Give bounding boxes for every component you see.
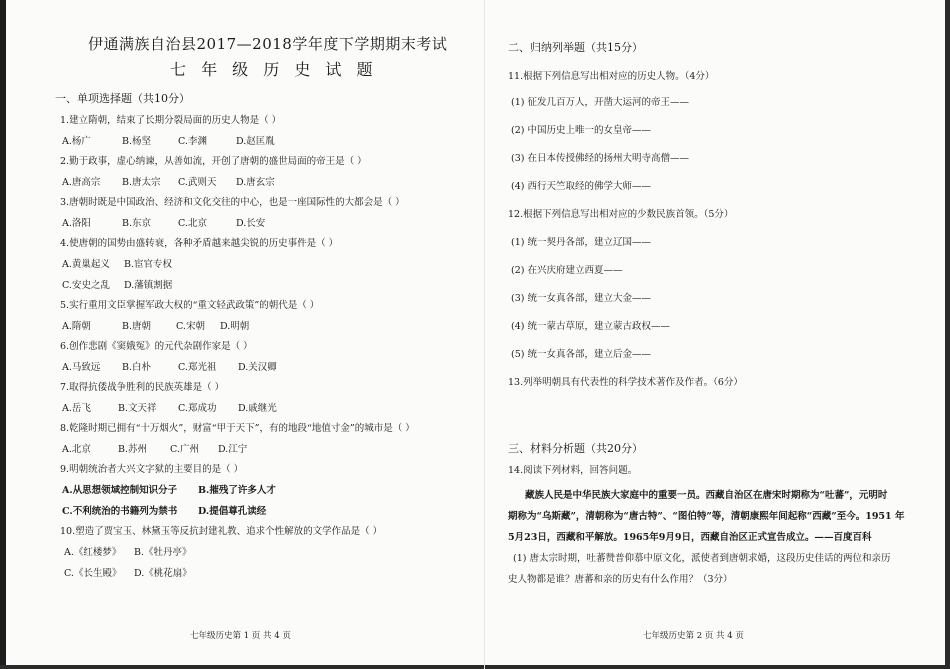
q14-part1-line1: (1) 唐太宗时期，吐蕃赞普仰慕中原文化，派使者到唐朝求婚，这段历史佳话的两位和亲历	[513, 553, 891, 564]
q2-option-c: C.武则天	[178, 177, 217, 188]
q6-option-d: D.关汉卿	[238, 362, 277, 373]
q5-option-d: D.明朝	[220, 321, 250, 332]
q2-option-b: B.唐太宗	[122, 177, 161, 188]
q10-option-d: D.《桃花扇》	[134, 568, 192, 579]
page-2	[503, 0, 928, 669]
q4-option-b: B.宦官专权	[124, 259, 173, 270]
q7-option-b: B.文天祥	[118, 403, 157, 414]
question-1: 1.建立隋朝，结束了长期分裂局面的历史人物是（ ）	[60, 115, 282, 126]
material-line-1: 藏族人民是中华民族大家庭中的重要一员。西藏自治区在唐宋时期称为“吐蕃”，元明时	[525, 490, 888, 501]
q3-option-b: B.东京	[122, 218, 152, 229]
q3-option-c: C.北京	[178, 218, 207, 229]
q4-option-c: C.安史之乱	[62, 280, 110, 291]
section-3-heading: 三、材料分析题（共20分）	[508, 442, 643, 455]
q6-option-a: A.马致远	[62, 362, 101, 373]
question-6: 6.创作悲剧《窦娥冤》的元代杂剧作家是（ ）	[60, 341, 253, 352]
material-line-3: 5月23日，西藏和平解放。1965年9月9日，西藏自治区正式宣告成立。——百度百科	[508, 532, 872, 543]
q7-option-c: C.郑成功	[178, 403, 217, 414]
question-12: 12.根据下列信息写出相对应的少数民族首领。（5分）	[508, 209, 734, 220]
q2-option-a: A.唐高宗	[62, 177, 101, 188]
question-9: 9.明朝统治者大兴文字狱的主要目的是（ ）	[60, 464, 244, 475]
q11-item-2: (2) 中国历史上唯一的女皇帝——	[511, 125, 651, 136]
question-11: 11.根据下列信息写出相对应的历史人物。（4分）	[508, 71, 715, 82]
q10-option-b: B.《牡丹亭》	[134, 547, 192, 558]
q7-option-a: A.岳飞	[62, 403, 91, 414]
q9-option-d: D.提倡尊孔读经	[198, 506, 267, 517]
q11-item-4: (4) 西行天竺取经的佛学大师——	[511, 181, 651, 192]
scan-edge-right	[945, 0, 950, 669]
q11-item-3: (3) 在日本传授佛经的扬州大明寺高僧——	[511, 153, 689, 164]
q12-item-4: (4) 统一蒙古草原，建立蒙古政权——	[511, 321, 670, 332]
q1-option-b: B.杨坚	[122, 136, 152, 147]
q1-option-c: C.李渊	[178, 136, 207, 147]
q5-option-c: C.宋朝	[176, 321, 205, 332]
question-14: 14.阅读下列材料，回答问题。	[508, 465, 638, 476]
q12-item-3: (3) 统一女真各部，建立大金——	[511, 293, 651, 304]
q12-item-2: (2) 在兴庆府建立西夏——	[511, 265, 623, 276]
exam-title: 伊通满族自治县2017—2018学年度下学期期末考试	[88, 35, 448, 53]
question-10: 10.塑造了贾宝玉、林黛玉等反抗封建礼教、追求个性解放的文学作品是（ ）	[60, 526, 383, 537]
q8-option-a: A.北京	[62, 444, 91, 455]
question-3: 3.唐朝时既是中国政治、经济和文化交往的中心，也是一座国际性的大都会是（ ）	[60, 197, 405, 208]
q6-option-c: C.郑光祖	[178, 362, 217, 373]
q1-option-a: A.杨广	[62, 136, 91, 147]
q14-part1-line2: 史人物都是谁？唐蕃和亲的历史有什么作用？（3分）	[508, 574, 733, 585]
q8-option-c: C.广州	[170, 444, 199, 455]
q9-option-b: B.摧残了许多人才	[198, 485, 276, 496]
page-divider	[484, 0, 485, 669]
q8-option-d: D.江宁	[218, 444, 248, 455]
q2-option-d: D.唐玄宗	[236, 177, 275, 188]
q4-option-a: A.黄巢起义	[62, 259, 110, 270]
q12-item-1: (1) 统一契丹各部，建立辽国——	[511, 237, 651, 248]
q9-option-a: A.从思想领域控制知识分子	[62, 485, 178, 496]
page-1	[50, 0, 470, 669]
question-13: 13.列举明朝具有代表性的科学技术著作及作者。（6分）	[508, 377, 743, 388]
q9-option-c: C.不利统治的书籍列为禁书	[62, 506, 178, 517]
material-line-2: 期称为“乌斯藏”，清朝称为“唐古特”、“图伯特”等，清朝康熙年间起称“西藏”至今。1951 年	[508, 511, 905, 522]
page-2-footer: 七年级历史第 2 页 共 4 页	[643, 631, 744, 641]
q5-option-a: A.隋朝	[62, 321, 91, 332]
question-5: 5.实行重用文臣掌握军政大权的“重文轻武政策”的朝代是（ ）	[60, 300, 320, 311]
q7-option-d: D.戚继光	[238, 403, 277, 414]
q1-option-d: D.赵匡胤	[236, 136, 275, 147]
question-8: 8.乾隆时期已拥有“十万烟火”，财富“甲于天下”，有的地段“地值寸金”的城市是（ ）	[60, 423, 415, 434]
q6-option-b: B.白朴	[122, 362, 152, 373]
q3-option-d: D.长安	[236, 218, 266, 229]
question-4: 4.使唐朝的国势由盛转衰，各种矛盾越来越尖锐的历史事件是（ ）	[60, 238, 339, 249]
q4-option-d: D.藩镇割据	[124, 280, 173, 291]
section-1-heading: 一、单项选择题（共10分）	[55, 92, 190, 105]
q10-option-a: A.《红楼梦》	[64, 547, 122, 558]
page-1-footer: 七年级历史第 1 页 共 4 页	[190, 631, 291, 641]
question-7: 7.取得抗倭战争胜利的民族英雄是（ ）	[60, 382, 225, 393]
q11-item-1: (1) 征发几百万人，开凿大运河的帝王——	[511, 97, 689, 108]
exam-subtitle: 七 年 级 历 史 试 题	[170, 60, 378, 79]
q12-item-5: (5) 统一女真各部，建立后金——	[511, 349, 651, 360]
question-2: 2.勤于政事，虚心纳谏，从善如流，开创了唐朝的盛世局面的帝王是（ ）	[60, 156, 367, 167]
q10-option-c: C.《长生殿》	[64, 568, 122, 579]
q3-option-a: A.洛阳	[62, 218, 91, 229]
q8-option-b: B.苏州	[118, 444, 148, 455]
q5-option-b: B.唐朝	[122, 321, 152, 332]
section-2-heading: 二、归纳列举题（共15分）	[508, 41, 643, 54]
scan-edge-left	[0, 0, 6, 669]
